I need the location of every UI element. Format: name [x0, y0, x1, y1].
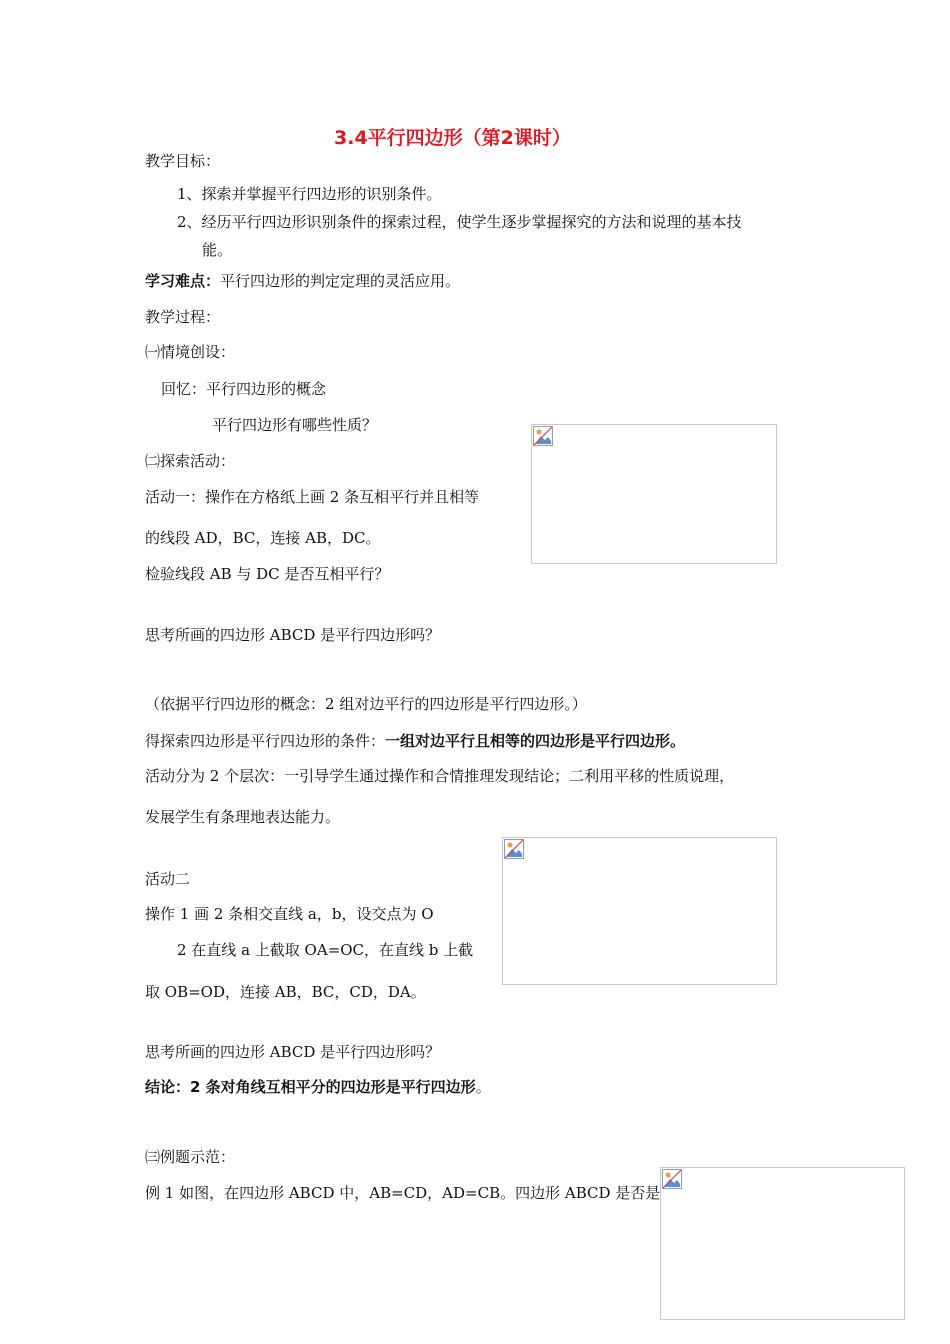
difficulty-label: 学习难点：	[145, 272, 221, 290]
difficulty-paragraph	[145, 271, 460, 291]
conclusion-label: 结论：	[145, 1078, 191, 1096]
operation-3: 取 OB=OD，连接 AB，BC，CD，DA。	[145, 983, 426, 1001]
page-title: 3.4平行四边形（第2课时）	[334, 127, 571, 149]
activity2-heading: 活动二	[145, 870, 191, 888]
conclusion-end: 。	[475, 1078, 491, 1096]
process-heading: 教学过程：	[145, 308, 221, 326]
objectives-heading: 教学目标：	[145, 152, 221, 170]
figure-image-2	[502, 837, 777, 985]
example-1: 例 1 如图，在四边形 ABCD 中，AB=CD，AD=CB。四边形 ABCD 是否是	[145, 1184, 661, 1202]
figure-image-3	[660, 1167, 905, 1320]
objective-item-1: 1、探索并掌握平行四边形的识别条件。	[177, 185, 442, 203]
difficulty-text: 平行四边形的判定定理的灵活应用。	[220, 272, 461, 290]
think-question-2: 思考所画的四边形 ABCD 是平行四边形吗？	[145, 1043, 441, 1061]
section2-heading: ㈡探索活动：	[145, 452, 236, 470]
operation-1: 操作 1 画 2 条相交直线 a，b，设交点为 O	[145, 905, 434, 923]
check-text: 检验线段 AB 与 DC 是否互相平行？	[145, 565, 390, 583]
think-question-1: 思考所画的四边形 ABCD 是平行四边形吗？	[145, 626, 441, 644]
broken-image-icon	[504, 839, 524, 859]
levels-line2: 发展学生有条理地表达能力。	[145, 808, 341, 826]
recall-text: 回忆：平行四边形的概念	[161, 380, 327, 398]
operation-2: 2 在直线 a 上截取 OA=OC，在直线 b 上截	[177, 941, 474, 959]
properties-question: 平行四边形有哪些性质？	[212, 416, 378, 434]
basis-text: （依据平行四边形的概念：2 组对边平行的四边形是平行四边形。）	[145, 695, 587, 713]
broken-image-icon	[533, 426, 553, 446]
activity1-line2: 的线段 AD，BC，连接 AB，DC。	[145, 529, 381, 547]
condition-bold: 一组对边平行且相等的四边形是平行四边形。	[385, 732, 686, 750]
conclusion-paragraph	[145, 1077, 491, 1097]
levels-line1: 活动分为 2 个层次：一引导学生通过操作和合情推理发现结论；二利用平移的性质说理，	[145, 767, 735, 785]
objective-item-2-line1: 2、经历平行四边形识别条件的探索过程，使学生逐步掌握探究的方法和说理的基本技	[177, 213, 742, 231]
activity1-line1: 活动一：操作在方格纸上画 2 条互相平行并且相等	[145, 488, 480, 506]
objective-item-2-line2: 能。	[202, 241, 233, 259]
condition-paragraph	[145, 731, 685, 751]
section3-heading: ㈢例题示范：	[145, 1148, 236, 1166]
condition-prefix: 得探索四边形是平行四边形的条件：	[145, 732, 386, 750]
conclusion-bold: 2 条对角线互相平分的四边形是平行四边形	[190, 1078, 476, 1096]
section1-heading: ㈠情境创设：	[145, 343, 236, 361]
figure-image-1	[531, 424, 777, 564]
broken-image-icon	[662, 1169, 682, 1189]
